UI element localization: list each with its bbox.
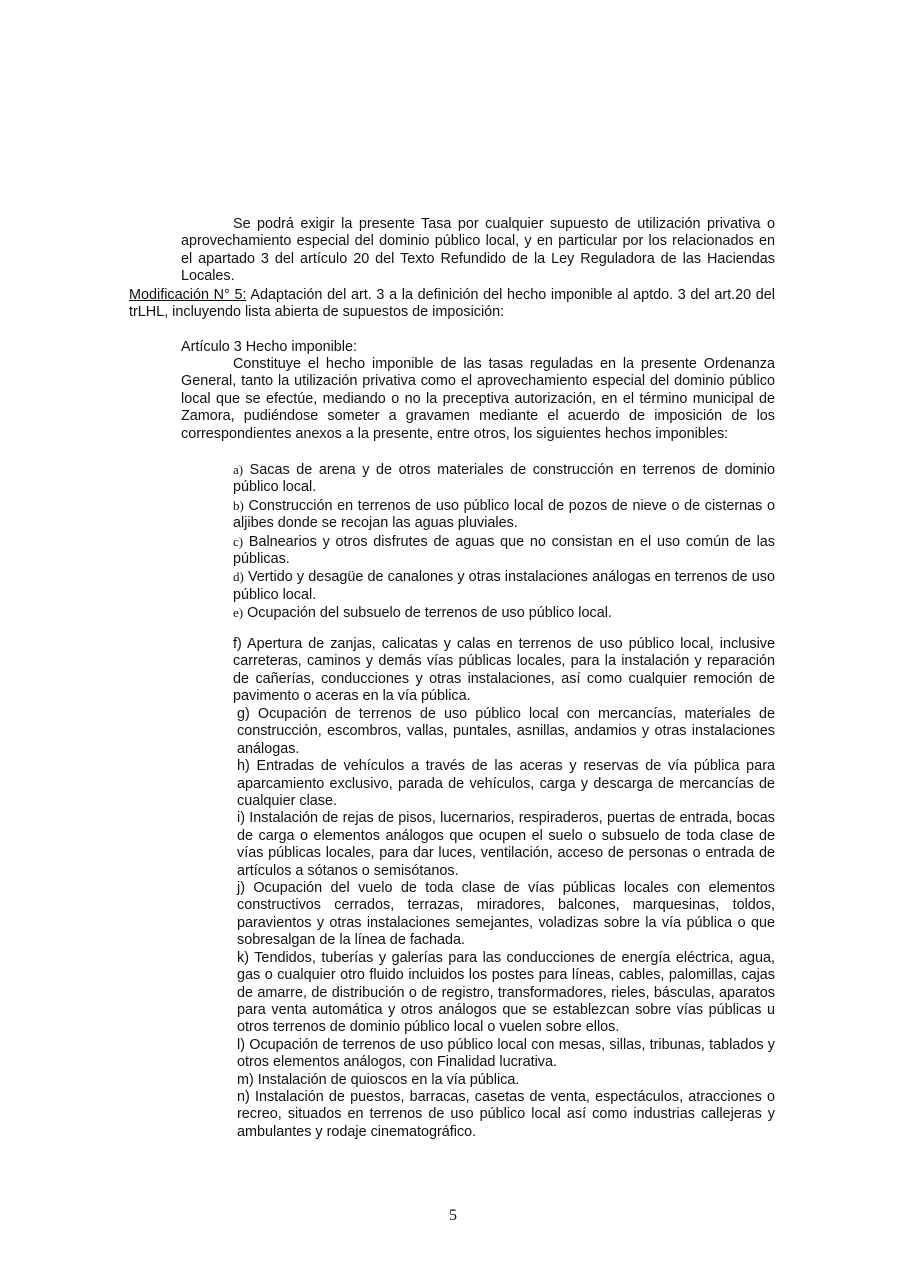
list-item-text: Balnearios y otros disfrutes de aguas que no consistan en el uso común de las públicas. bbox=[233, 533, 775, 568]
list-item-text: Sacas de arena y de otros materiales de construcción en terrenos de dominio público local. bbox=[233, 462, 775, 496]
modification-note bbox=[129, 287, 775, 322]
list-item: l) Ocupación de terrenos de uso público local con mesas, sillas, tribunas, tablados y otros elementos análogos, con Finalidad lucrativa. bbox=[237, 1036, 775, 1071]
list-item: g) Ocupación de terrenos de uso público local con mercancías, materiales de construcción, escombros, vallas, puntales, asnillas, andamios y otras instalaciones análogas. bbox=[237, 706, 775, 757]
list-item-label: d) bbox=[233, 569, 244, 585]
list-item: k) Tendidos, tuberías y galerías para las conducciones de energía eléctrica, agua, gas o cualquier otro fluido incluidos los postes para líneas, cables, palomillas, cajas de amarre, de distribución o de registro, transformadores, rieles, básculas, aparatos para venta automática y otros análogos que se establezcan sobre vías públicas u otros terrenos de dominio público local o vuelen sobre ellos. bbox=[237, 949, 775, 1036]
modification-text: Adaptación del art. 3 a la definición del hecho imponible al aptdo. 3 del art.20 del trLHL, incluyendo lista abierta de supuestos de imposición: bbox=[129, 287, 775, 321]
page-number: 5 bbox=[449, 1207, 457, 1224]
list-item-label: c) bbox=[233, 533, 244, 549]
list-item bbox=[233, 533, 775, 569]
list-item: h) Entradas de vehículos a través de las aceras y reservas de vía pública para aparcamiento exclusivo, parada de vehículos, carga y descarga de mercancías de cualquier clase. bbox=[237, 758, 775, 810]
article-title: Artículo 3 Hecho imponible: bbox=[181, 339, 357, 355]
items-g-to-n bbox=[237, 706, 775, 1141]
list-item: m) Instalación de quioscos en la vía pública. bbox=[237, 1071, 520, 1088]
article-body: Constituye el hecho imponible de las tasas reguladas en la presente Ordenanza General, tanto la utilización privativa como el aprovechamiento especial del dominio público local que se efectúe, mediando o no la preceptiva autorización, en el término municipal de Zamora, pudiéndose someter a gravamen mediante el acuerdo de imposición de los correspondientes anexos a la presente, entre otros, los siguientes hechos imponibles: bbox=[181, 356, 775, 442]
list-item-text: Construcción en terrenos de uso público local de pozos de nieve o de cisternas o aljibes donde se recojan las aguas pluviales. bbox=[233, 497, 775, 532]
list-item: i) Instalación de rejas de pisos, lucernarios, respiraderos, puertas de entrada, bocas de carga o elementos análogos que ocupen el suelo o subsuelo de toda clase de vías públicas locales, para dar luces, ventilación, acceso de personas o entrada de artículos a sótanos o semisótanos. bbox=[237, 810, 775, 879]
list-item-label: e) bbox=[233, 605, 244, 621]
list-item bbox=[233, 461, 775, 497]
list-item: j) Ocupación del vuelo de toda clase de vías públicas locales con elementos constructivos cerrados, terrazas, miradores, balcones, marquesinas, toldos, paravientos y otras instalaciones semejantes, voladizas sobre la vía pública o que sobresalgan de la línea de fachada. bbox=[237, 880, 775, 949]
list-item-f: f) Apertura de zanjas, calicatas y calas en terrenos de uso público local, inclusive carreteras, caminos y demás vías públicas locales, para la instalación y reparación de cañerías, conducciones y otras instalaciones, así como cualquier remoción de pavimento o aceras en la vía pública. bbox=[233, 636, 775, 705]
items-a-to-e bbox=[233, 461, 775, 623]
list-item-text: Ocupación del subsuelo de terrenos de uso público local. bbox=[243, 605, 612, 622]
list-item-text: Vertido y desagüe de canalones y otras instalaciones análogas en terrenos de uso público local. bbox=[233, 569, 775, 603]
list-item bbox=[233, 497, 775, 533]
list-item-label: b) bbox=[233, 497, 244, 513]
modification-label: Modificación N° 5: bbox=[129, 287, 247, 303]
list-item bbox=[233, 568, 775, 604]
intro-paragraph: Se podrá exigir la presente Tasa por cualquier supuesto de utilización privativa o aprovechamiento especial del dominio público local, y en particular por los relacionados en el apartado 3 del artículo 20 del Texto Refundido de la Ley Reguladora de las Haciendas Locales. bbox=[181, 216, 775, 285]
list-item bbox=[233, 604, 775, 622]
list-item: n) Instalación de puestos, barracas, casetas de venta, espectáculos, atracciones o recreo, situados en terrenos de uso público local así como industrias callejeras y ambulantes y rodaje cinematográfico. bbox=[237, 1088, 775, 1140]
list-item-label: a) bbox=[233, 462, 244, 477]
